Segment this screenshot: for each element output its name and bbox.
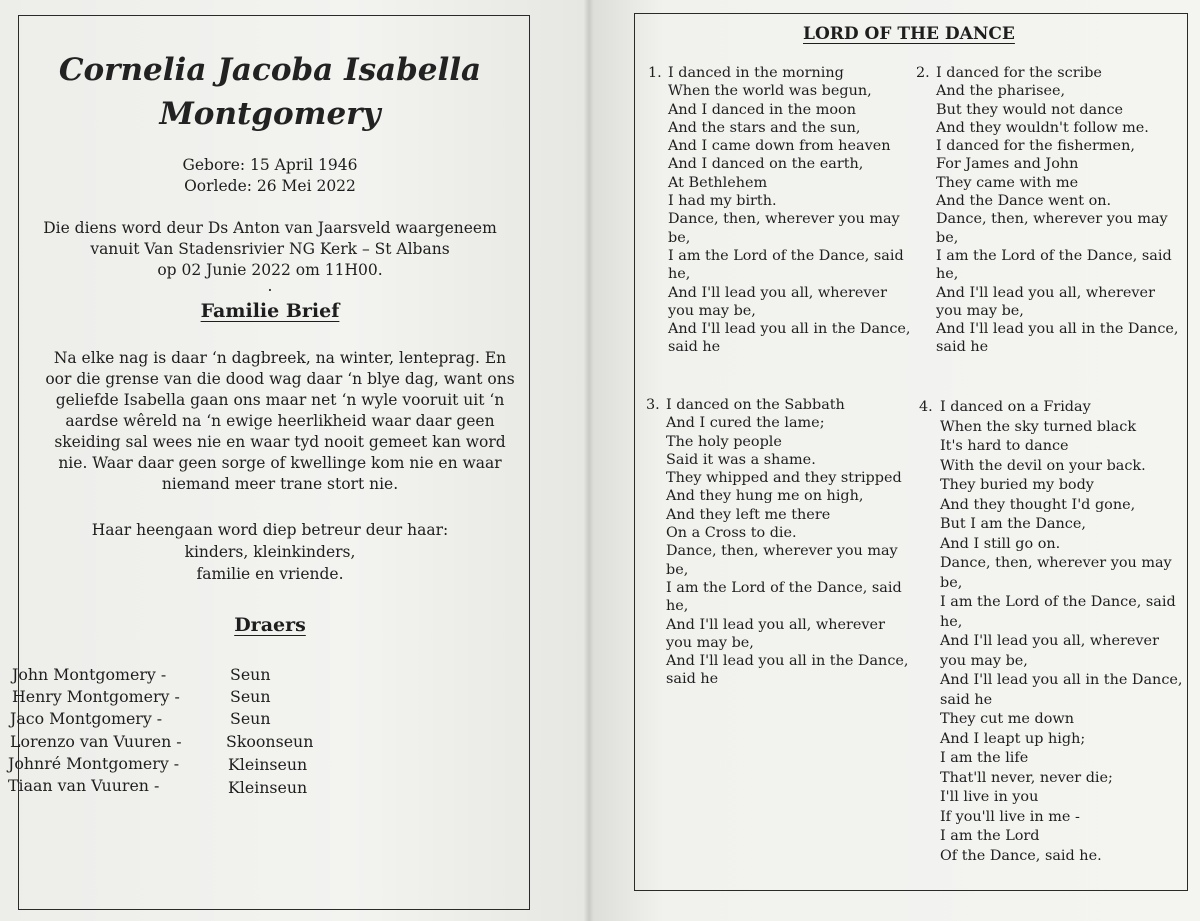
service-line-3: op 02 Junie 2022 om 11H00.: [157, 261, 383, 279]
verse-number: 3.: [646, 397, 660, 413]
bearer-name: Jaco Montgomery -: [10, 709, 163, 728]
verse-line: And I'll lead you all in the Dance,: [668, 321, 911, 338]
bearer-name: Henry Montgomery -: [12, 687, 180, 706]
verse-line: And I'll lead you all, wherever: [940, 633, 1159, 649]
verse-line: he,: [668, 266, 691, 283]
bearer-name: John Montgomery -: [12, 665, 167, 684]
verse-line: he,: [936, 266, 959, 283]
verse-number: 1.: [648, 65, 662, 81]
bearer-relation: Kleinseun: [228, 755, 308, 774]
verse-line: They whipped and they stripped: [666, 470, 902, 487]
verse-line: you may be,: [668, 302, 756, 319]
verse-line: And I cured the lame;: [666, 415, 825, 432]
verse-line: And the stars and the sun,: [668, 119, 861, 136]
verse-line: Of the Dance, said he.: [940, 847, 1102, 864]
verse-line: And I danced on the earth,: [668, 156, 864, 173]
verse-line: be,: [940, 574, 963, 591]
page-fold: [584, 0, 594, 921]
verse-line: But I am the Dance,: [940, 516, 1086, 532]
verse-line: said he: [936, 339, 989, 356]
verse-line: Dance, then, wherever you may: [666, 543, 898, 560]
verse-line: And the Dance went on.: [936, 193, 1112, 210]
verse-line: They buried my body: [940, 477, 1094, 493]
verse-line: But they would not dance: [936, 101, 1124, 118]
verse-line: The holy people: [666, 433, 782, 450]
letter-line-6: nie. Waar daar geen sorge of kwellinge kom nie en waar: [58, 454, 502, 472]
verse-3: [666, 396, 908, 689]
verse-line: you may be,: [940, 652, 1028, 669]
verse-line: And I'll lead you all in the Dance,: [940, 672, 1183, 688]
deceased-name-line2: Montgomery: [159, 96, 381, 132]
verse-number: 2.: [916, 65, 930, 81]
verse-number: 4.: [919, 399, 933, 415]
verse-line: And they wouldn't follow me.: [936, 119, 1149, 136]
verse-line: It's hard to dance: [940, 438, 1069, 454]
service-line-1: Die diens word deur Ds Anton van Jaarsveld waargeneem: [43, 219, 497, 237]
mourned-line-3: familie en vriende.: [196, 565, 344, 583]
verse-line: And they left me there: [666, 506, 831, 523]
separator-dot: .: [267, 277, 273, 295]
verse-line: Dance, then, wherever you may: [936, 211, 1168, 228]
verse-line: For James and John: [936, 156, 1079, 173]
deceased-name-line1: Cornelia Jacoba Isabella: [58, 52, 482, 88]
verse-line: I danced in the morning: [668, 65, 844, 81]
verse-line: And I still go on.: [940, 535, 1061, 552]
letter-line-5: skeiding sal wees nie en waar tyd nooit gemeet kan word: [54, 433, 506, 451]
verse-line: And I'll lead you all in the Dance,: [936, 321, 1179, 338]
verse-line: Dance, then, wherever you may: [668, 211, 900, 228]
verse-line: I am the Lord of the Dance, said: [936, 247, 1172, 264]
verse-1: [668, 64, 910, 357]
letter-line-3: geliefde Isabella gaan ons maar net ‘n wyle vooruit uit ‘n: [55, 391, 505, 409]
verse-2: [936, 64, 1178, 357]
bearer-name: Lorenzo van Vuuren -: [10, 732, 182, 751]
letter-line-7: niemand meer trane stort nie.: [161, 475, 399, 493]
verse-line: And I'll lead you all, wherever: [668, 284, 887, 301]
verse-line: I danced for the scribe: [936, 65, 1102, 81]
verse-line: I am the Lord of the Dance, said: [666, 579, 902, 596]
death-date: Oorlede: 26 Mei 2022: [184, 177, 356, 195]
verse-line: And I came down from heaven: [668, 138, 891, 155]
verse-line: I danced for the fishermen,: [936, 138, 1135, 155]
letter-heading: Familie Brief: [200, 300, 340, 322]
verse-line: you may be,: [936, 302, 1024, 319]
verse-line: be,: [668, 229, 691, 246]
bearer-relation: Skoonseun: [226, 732, 314, 751]
verse-line: said he: [666, 671, 719, 688]
verse-line: On a Cross to die.: [666, 525, 797, 542]
verse-line: I am the Lord: [940, 828, 1040, 844]
verse-line: he,: [666, 598, 689, 615]
verse-line: I danced on the Sabbath: [666, 397, 845, 413]
hymn-title: LORD OF THE DANCE: [803, 24, 1015, 44]
verse-line: you may be,: [666, 634, 754, 651]
verse-line: be,: [666, 561, 689, 578]
bearer-relation: Seun: [230, 687, 271, 706]
mourned-line-2: kinders, kleinkinders,: [184, 543, 356, 561]
verse-line: I'll live in you: [940, 789, 1039, 805]
verse-line: And they hung me on high,: [666, 488, 864, 505]
verse-line: When the world was begun,: [668, 83, 872, 100]
verse-line: I am the life: [940, 750, 1029, 766]
verse-line: said he: [668, 339, 721, 356]
bearer-name: Johnré Montgomery -: [8, 754, 180, 773]
verse-line: When the sky turned black: [940, 418, 1137, 435]
verse-line: They cut me down: [940, 711, 1074, 727]
verse-line: I had my birth.: [668, 193, 777, 210]
verse-line: And I'll lead you all, wherever: [936, 284, 1155, 301]
bearer-relation: Seun: [230, 665, 271, 684]
service-line-2: vanuit Van Stadensrivier NG Kerk – St Albans: [90, 240, 450, 258]
mourned-line-1: Haar heengaan word diep betreur deur haar:: [91, 521, 449, 539]
bearer-name: Tiaan van Vuuren -: [8, 776, 160, 795]
verse-line: I am the Lord of the Dance, said: [940, 594, 1176, 610]
letter-line-1: Na elke nag is daar ‘n dagbreek, na winter, lenteprag. En: [53, 349, 507, 367]
verse-line: said he: [940, 691, 993, 708]
verse-line: And I'll lead you all, wherever: [666, 616, 885, 633]
verse-4: [940, 398, 1182, 866]
bearer-relation: Kleinseun: [228, 778, 308, 797]
bearers-heading: Draers: [234, 614, 306, 636]
verse-line: Dance, then, wherever you may: [940, 555, 1172, 571]
letter-line-4: aardse wêreld na ‘n ewige heerlikheid waar daar geen: [65, 412, 495, 430]
verse-line: be,: [936, 229, 959, 246]
verse-line: I danced on a Friday: [940, 399, 1091, 415]
bearer-relation: Seun: [230, 709, 271, 728]
verse-line: Said it was a shame.: [666, 451, 816, 468]
verse-line: And I danced in the moon: [668, 101, 856, 118]
verse-line: And the pharisee,: [936, 83, 1066, 100]
verse-line: And they thought I'd gone,: [940, 496, 1136, 513]
verse-line: And I leapt up high;: [940, 730, 1086, 747]
verse-line: he,: [940, 613, 963, 630]
verse-line: That'll never, never die;: [940, 769, 1113, 786]
letter-line-2: oor die grense van die dood wag daar ‘n blye dag, want ons: [45, 370, 515, 388]
verse-line: With the devil on your back.: [940, 457, 1146, 474]
verse-line: And I'll lead you all in the Dance,: [666, 653, 909, 670]
verse-line: I am the Lord of the Dance, said: [668, 247, 904, 264]
verse-line: At Bethlehem: [668, 174, 768, 191]
birth-date: Gebore: 15 April 1946: [182, 156, 358, 174]
verse-line: If you'll live in me -: [940, 808, 1080, 825]
verse-line: They came with me: [936, 174, 1079, 191]
